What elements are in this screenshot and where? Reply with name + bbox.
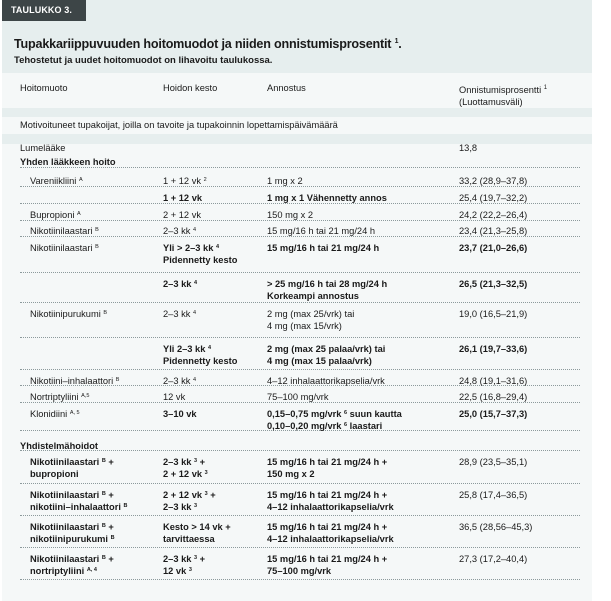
- row-separator: [20, 579, 580, 580]
- row-separator: [20, 547, 580, 548]
- dosage-cell: [267, 308, 354, 332]
- cell-text: Korkeampi annostus: [267, 291, 359, 302]
- cell-text: 1 + 12 vk: [163, 176, 201, 186]
- cell-text: 23,7 (21,0–26,6): [459, 243, 528, 253]
- treatment-name: [30, 209, 81, 221]
- cell-text: Lumelääke: [20, 143, 66, 153]
- section-title: [20, 156, 116, 168]
- footnote-marker: 3: [204, 491, 208, 497]
- footnote-marker: B: [101, 458, 106, 464]
- cell-text: +: [105, 457, 114, 467]
- cell-text: 28,9 (23,5–35,1): [459, 457, 528, 467]
- header-onnistumis-line2: (Luottamusväli): [459, 97, 523, 108]
- footnote-marker: B: [123, 503, 128, 510]
- treatment-name: [30, 553, 114, 577]
- cell-text: Nikotiinilaastari: [30, 522, 100, 532]
- cell-text: > 25 mg/16 h tai 28 mg/24 h: [267, 279, 388, 289]
- cell-text: 26,5 (21,3–32,5): [459, 279, 528, 289]
- cell-text: 75–100 mg/vrk: [267, 566, 332, 577]
- cell-text: 2–3 kk: [163, 554, 192, 564]
- header-onnistumisprosentti: [459, 82, 547, 108]
- success-rate-cell: [459, 489, 527, 501]
- cell-text: Klonidiini: [30, 409, 68, 419]
- success-rate-cell: [459, 225, 527, 237]
- cell-text: 3–10 vk: [163, 409, 197, 419]
- duration-cell: [163, 408, 197, 420]
- treatment-name: [30, 456, 114, 480]
- duration-cell: [163, 343, 237, 367]
- success-rate-cell: [459, 391, 527, 403]
- footnote-marker: 3: [204, 470, 208, 477]
- success-rate-cell: [459, 521, 532, 533]
- footnote-marker: B: [101, 555, 106, 561]
- cell-text: 25,0 (15,7–37,3): [459, 409, 528, 419]
- cell-text: 2–3 kk: [163, 376, 191, 386]
- footnote-marker: A: [78, 177, 83, 183]
- cell-text: 2 mg (max 25 palaa/vrk) tai: [267, 344, 386, 354]
- cell-text: 2–3 kk: [163, 502, 192, 513]
- cell-text: 15 mg/16 h tai 21 mg/24 h: [267, 243, 380, 253]
- cell-text: 4–12 inhalaattorikapselia/vrk: [267, 502, 394, 513]
- footnote-marker: 3: [188, 567, 192, 574]
- cell-text: 150 mg x 2: [267, 469, 315, 480]
- cell-text: nikotiini–inhalaattori: [30, 502, 121, 513]
- row-separator: [20, 337, 580, 338]
- dosage-cell: [267, 553, 387, 577]
- footnote-marker: B: [115, 377, 120, 383]
- cell-text: +: [207, 490, 216, 500]
- cell-text: Yli 2–3 kk: [163, 344, 206, 354]
- cell-text: 12 vk: [163, 566, 187, 577]
- cell-text: 150 mg x 2: [267, 210, 313, 220]
- cell-text: 2 + 12 vk: [163, 210, 201, 220]
- duration-cell: [163, 375, 196, 387]
- cell-text: +: [197, 554, 206, 564]
- dosage-cell: [267, 209, 313, 221]
- cell-text: 2 + 12 vk: [163, 469, 203, 480]
- header-hoitomuoto: Hoitomuoto: [20, 83, 68, 93]
- cell-text: 2–3 kk: [163, 226, 191, 236]
- cell-text: 2–3 kk: [163, 309, 191, 319]
- cell-text: Nikotiinilaastari: [30, 243, 93, 253]
- row-separator: [20, 483, 580, 484]
- cell-text: 15 mg/16 h tai 21 mg/24 h +: [267, 554, 388, 564]
- header-onnistumis-footnote: 1: [543, 85, 548, 91]
- footnote-marker: 2: [203, 177, 207, 183]
- table-tag: TAULUKKO 3.: [2, 0, 86, 21]
- cell-text: 15 mg/16 h tai 21 mg/24 h +: [267, 522, 388, 532]
- success-rate-cell: [459, 456, 527, 468]
- success-rate-cell: [459, 209, 527, 221]
- header-kesto: Hoidon kesto: [163, 83, 218, 93]
- cell-text: 4–12 inhalaattorikapselia/vrk: [267, 376, 385, 386]
- treatment-name: [30, 308, 107, 320]
- treatment-name: [20, 142, 65, 154]
- row-separator: [20, 515, 580, 516]
- cell-text: 23,4 (21,3–25,8): [459, 226, 528, 236]
- duration-cell: [163, 489, 216, 513]
- cell-text: Nortriptyliini: [30, 392, 79, 402]
- footnote-marker: B: [103, 310, 108, 316]
- cell-text: 33,2 (28,9–37,8): [459, 176, 528, 186]
- cell-text: +: [105, 522, 114, 532]
- dosage-cell: [267, 489, 394, 513]
- footnote-marker: B: [101, 523, 106, 529]
- cell-text: 24,2 (22,2–26,4): [459, 210, 528, 220]
- cell-text: 15 mg/16 h tai 21 mg/24 h: [267, 226, 376, 236]
- cell-text: Nikotiini–inhalaattori: [30, 376, 114, 386]
- cell-text: 75–100 mg/vrk: [267, 392, 329, 402]
- table-subtitle: Tehostetut ja uudet hoitomuodot on lihavoitu taulukossa.: [14, 55, 273, 66]
- dosage-cell: [267, 278, 387, 302]
- cell-text: 13,8: [459, 143, 478, 153]
- cell-text: 2–3 kk: [163, 457, 192, 467]
- footnote-marker: 3: [194, 555, 198, 561]
- cell-text: Pidennetty kesto: [163, 255, 238, 266]
- success-rate-cell: [459, 242, 527, 254]
- cell-text: 19,0 (16,5–21,9): [459, 309, 528, 319]
- treatment-name: [30, 375, 119, 387]
- row-separator: [20, 369, 580, 370]
- success-rate-cell: [459, 192, 527, 204]
- treatment-name: [30, 489, 128, 513]
- cell-text: Nikotiinilaastari: [30, 226, 93, 236]
- cell-text: 15 mg/16 h tai 21 mg/24 h +: [267, 457, 388, 467]
- cell-text: 2 mg (max 25/vrk) tai: [267, 309, 355, 319]
- dosage-cell: [267, 456, 387, 480]
- footnote-marker: 4: [216, 244, 220, 250]
- duration-cell: [163, 456, 208, 480]
- success-rate-cell: [459, 343, 527, 355]
- treatment-name: [30, 391, 89, 403]
- cell-text: Bupropioni: [30, 210, 75, 220]
- treatment-name: [30, 242, 99, 254]
- treatment-name: [30, 521, 115, 545]
- footnote-marker: 6: [344, 422, 348, 429]
- row-separator: [20, 272, 580, 273]
- cell-text: 1 mg x 2: [267, 176, 303, 186]
- dosage-cell: [267, 375, 385, 387]
- treatment-name: [30, 408, 80, 420]
- cell-text: Pidennetty kesto: [163, 356, 238, 367]
- cell-text: nikotiinipurukumi: [30, 534, 108, 545]
- table-title-footnote: 1: [394, 37, 399, 45]
- success-rate-cell: [459, 553, 527, 565]
- treatment-name: [30, 175, 83, 187]
- duration-cell: [163, 391, 185, 403]
- header-onnistumis-line1: Onnistumisprosentti: [459, 85, 542, 96]
- cell-text: 26,1 (19,7–33,6): [459, 344, 528, 354]
- treatment-name: [30, 225, 99, 237]
- cell-text: 2 + 12 vk: [163, 490, 203, 500]
- footnote-marker: 4: [194, 280, 198, 286]
- cell-text: 1 + 12 vk: [163, 193, 203, 203]
- success-rate-cell: [459, 408, 527, 420]
- cell-text: Yli > 2–3 kk: [163, 243, 214, 253]
- cell-text: 0,10–0,20 mg/vrk: [267, 421, 342, 432]
- cell-text: 1 mg x 1 Vähennetty annos: [267, 193, 387, 203]
- footnote-marker: B: [110, 535, 115, 542]
- cell-text: 0,15–0,75 mg/vrk: [267, 409, 342, 419]
- cell-text: Nikotiinilaastari: [30, 457, 100, 467]
- cell-text: laastari: [347, 421, 383, 432]
- duration-cell: [163, 553, 205, 577]
- footnote-marker: A,5: [81, 393, 90, 399]
- duration-cell: [163, 225, 196, 237]
- dosage-cell: [267, 343, 385, 367]
- cell-text: Yhden lääkkeen hoito: [20, 157, 116, 167]
- cell-text: 25,4 (19,7–32,2): [459, 193, 528, 203]
- duration-cell: [163, 308, 196, 320]
- duration-cell: [163, 278, 197, 290]
- cell-text: nortriptyliini: [30, 566, 85, 577]
- footnote-marker: B: [101, 491, 106, 497]
- dosage-cell: [267, 521, 394, 545]
- success-rate-cell: [459, 142, 477, 154]
- cell-text: +: [105, 554, 114, 564]
- table-title-tail: .: [398, 37, 402, 51]
- dosage-cell: [267, 225, 375, 237]
- success-rate-cell: [459, 308, 527, 320]
- cell-text: 22,5 (16,8–29,4): [459, 392, 528, 402]
- cell-text: bupropioni: [30, 469, 79, 480]
- footnote-marker: B: [95, 227, 99, 233]
- cell-text: 12 vk: [163, 392, 186, 402]
- cell-text: 36,5 (28,56–45,3): [459, 522, 533, 532]
- table-title: [14, 37, 402, 51]
- footnote-marker: 6: [344, 410, 348, 416]
- duration-cell: [163, 192, 202, 204]
- cell-text: 24,8 (19,1–31,6): [459, 376, 528, 386]
- motivation-row: Motivoituneet tupakoijat, joilla on tavoite ja tupakoinnin lopettamispäivämäärä: [20, 120, 338, 130]
- dosage-cell: [267, 408, 402, 432]
- cell-text: 4–12 inhalaattorikapselia/vrk: [267, 534, 394, 545]
- duration-cell: [163, 521, 231, 545]
- success-rate-cell: [459, 175, 527, 187]
- cell-text: Vareniikliini: [30, 176, 77, 186]
- footnote-marker: A: [77, 211, 81, 217]
- duration-cell: [163, 175, 207, 187]
- cell-text: +: [197, 457, 206, 467]
- cell-text: Kesto > 14 vk +: [163, 522, 231, 532]
- cell-text: Nikotiinilaastari: [30, 554, 100, 564]
- cell-text: 4 mg (max 15/vrk): [267, 321, 342, 332]
- cell-text: tarvittaessa: [163, 534, 215, 545]
- footnote-marker: 4: [193, 377, 197, 383]
- cell-text: 4 mg (max 15 palaa/vrk): [267, 356, 372, 367]
- duration-cell: [163, 242, 237, 266]
- footnote-marker: 4: [193, 227, 197, 233]
- dosage-cell: [267, 192, 387, 204]
- footnote-marker: A, 4: [86, 567, 97, 574]
- cell-text: +: [105, 490, 114, 500]
- success-rate-cell: [459, 375, 527, 387]
- row-separator: [20, 450, 580, 451]
- table-panel: [2, 0, 592, 601]
- dosage-cell: [267, 242, 379, 254]
- footnote-marker: 3: [194, 503, 198, 510]
- dosage-cell: [267, 391, 329, 403]
- section-title: [20, 440, 98, 452]
- footnote-marker: B: [95, 244, 99, 250]
- cell-text: Yhdistelmähoidot: [20, 441, 98, 451]
- footnote-marker: 4: [207, 345, 212, 351]
- header-annostus: Annostus: [267, 83, 306, 93]
- cell-text: 2–3 kk: [163, 279, 192, 289]
- cell-text: suun kautta: [347, 409, 402, 419]
- footnote-marker: A, 5: [69, 410, 80, 416]
- cell-text: 15 mg/16 h tai 21 mg/24 h +: [267, 490, 388, 500]
- table-title-text: Tupakkariippuvuuden hoitomuodot ja niiden onnistumisprosentit: [14, 37, 392, 51]
- duration-cell: [163, 209, 201, 221]
- footnote-marker: 4: [193, 310, 197, 316]
- cell-text: Nikotiinilaastari: [30, 490, 100, 500]
- dosage-cell: [267, 175, 303, 187]
- cell-text: 25,8 (17,4–36,5): [459, 490, 528, 500]
- cell-text: 27,3 (17,2–40,4): [459, 554, 528, 564]
- success-rate-cell: [459, 278, 527, 290]
- footnote-marker: 3: [194, 458, 198, 464]
- cell-text: Nikotiinipurukumi: [30, 309, 101, 319]
